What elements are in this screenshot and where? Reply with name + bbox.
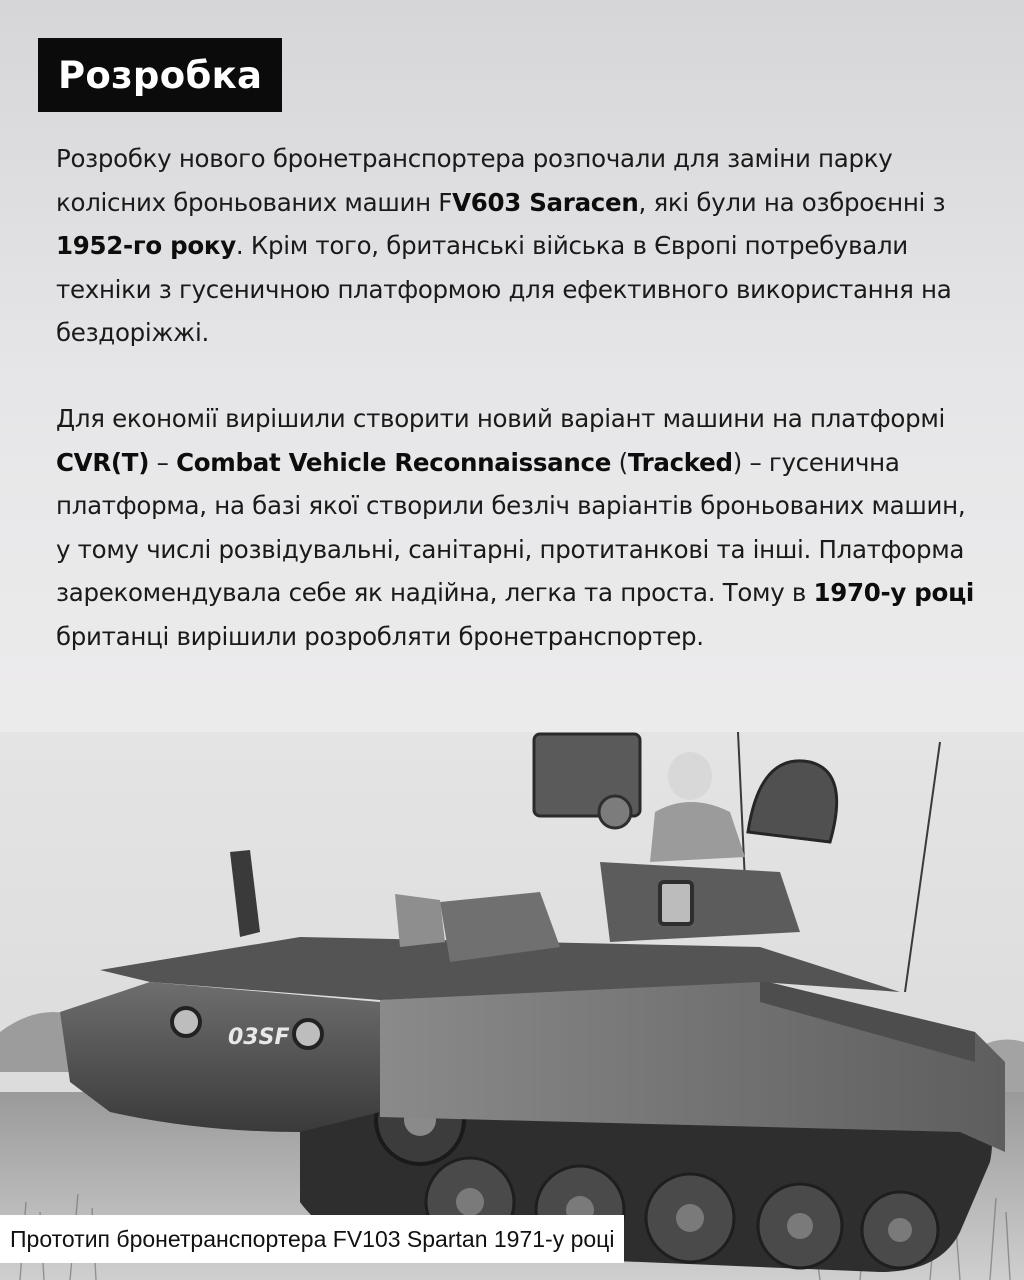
body-text: Розробку нового бронетранспортера розпочали для заміни парку колісних броньованих машин F (56, 144, 893, 217)
body-text: ( (611, 447, 628, 477)
emphasis-text: Combat Vehicle Reconnaissance (176, 447, 612, 477)
emphasis-text: CVR(T) (56, 447, 150, 477)
emphasis-text: V603 Saracen (452, 187, 639, 217)
body-text: ) – гусенична платформа, на базі якої створили безліч варіантів броньованих машин, у тому числі розвідувальні, санітарні, протитанкові та інші. Платформа зарекомендувала себе як надійна, легка та проста. Тому в (56, 447, 966, 607)
vehicle-marking: 03SF (228, 1025, 290, 1050)
section-heading (38, 38, 282, 112)
emphasis-text: Tracked (627, 447, 733, 477)
body-text: британці вирішили розробляти бронетранспортер. (56, 621, 704, 651)
paragraph-platform-choice (56, 397, 986, 658)
paragraph-development-reason (56, 137, 986, 355)
emphasis-text: 1952-го року (56, 231, 236, 260)
section-heading-text: Розробка (58, 53, 263, 97)
body-text: , які були на озброєнні з (638, 187, 946, 217)
body-text: . Крім того, британські війська в Європі потребували техніки з гусеничною платформою для ефективного використання на бездоріжжі. (56, 231, 952, 347)
vehicle-photo (0, 732, 1024, 1280)
body-text: Для економії вирішили створити новий варіант машини на платформі (56, 404, 946, 433)
emphasis-text: 1970-у році (813, 578, 975, 607)
photo-caption: Прототип бронетранспортера FV103 Spartan 1971-у році (0, 1215, 624, 1263)
body-text: – (149, 447, 177, 477)
